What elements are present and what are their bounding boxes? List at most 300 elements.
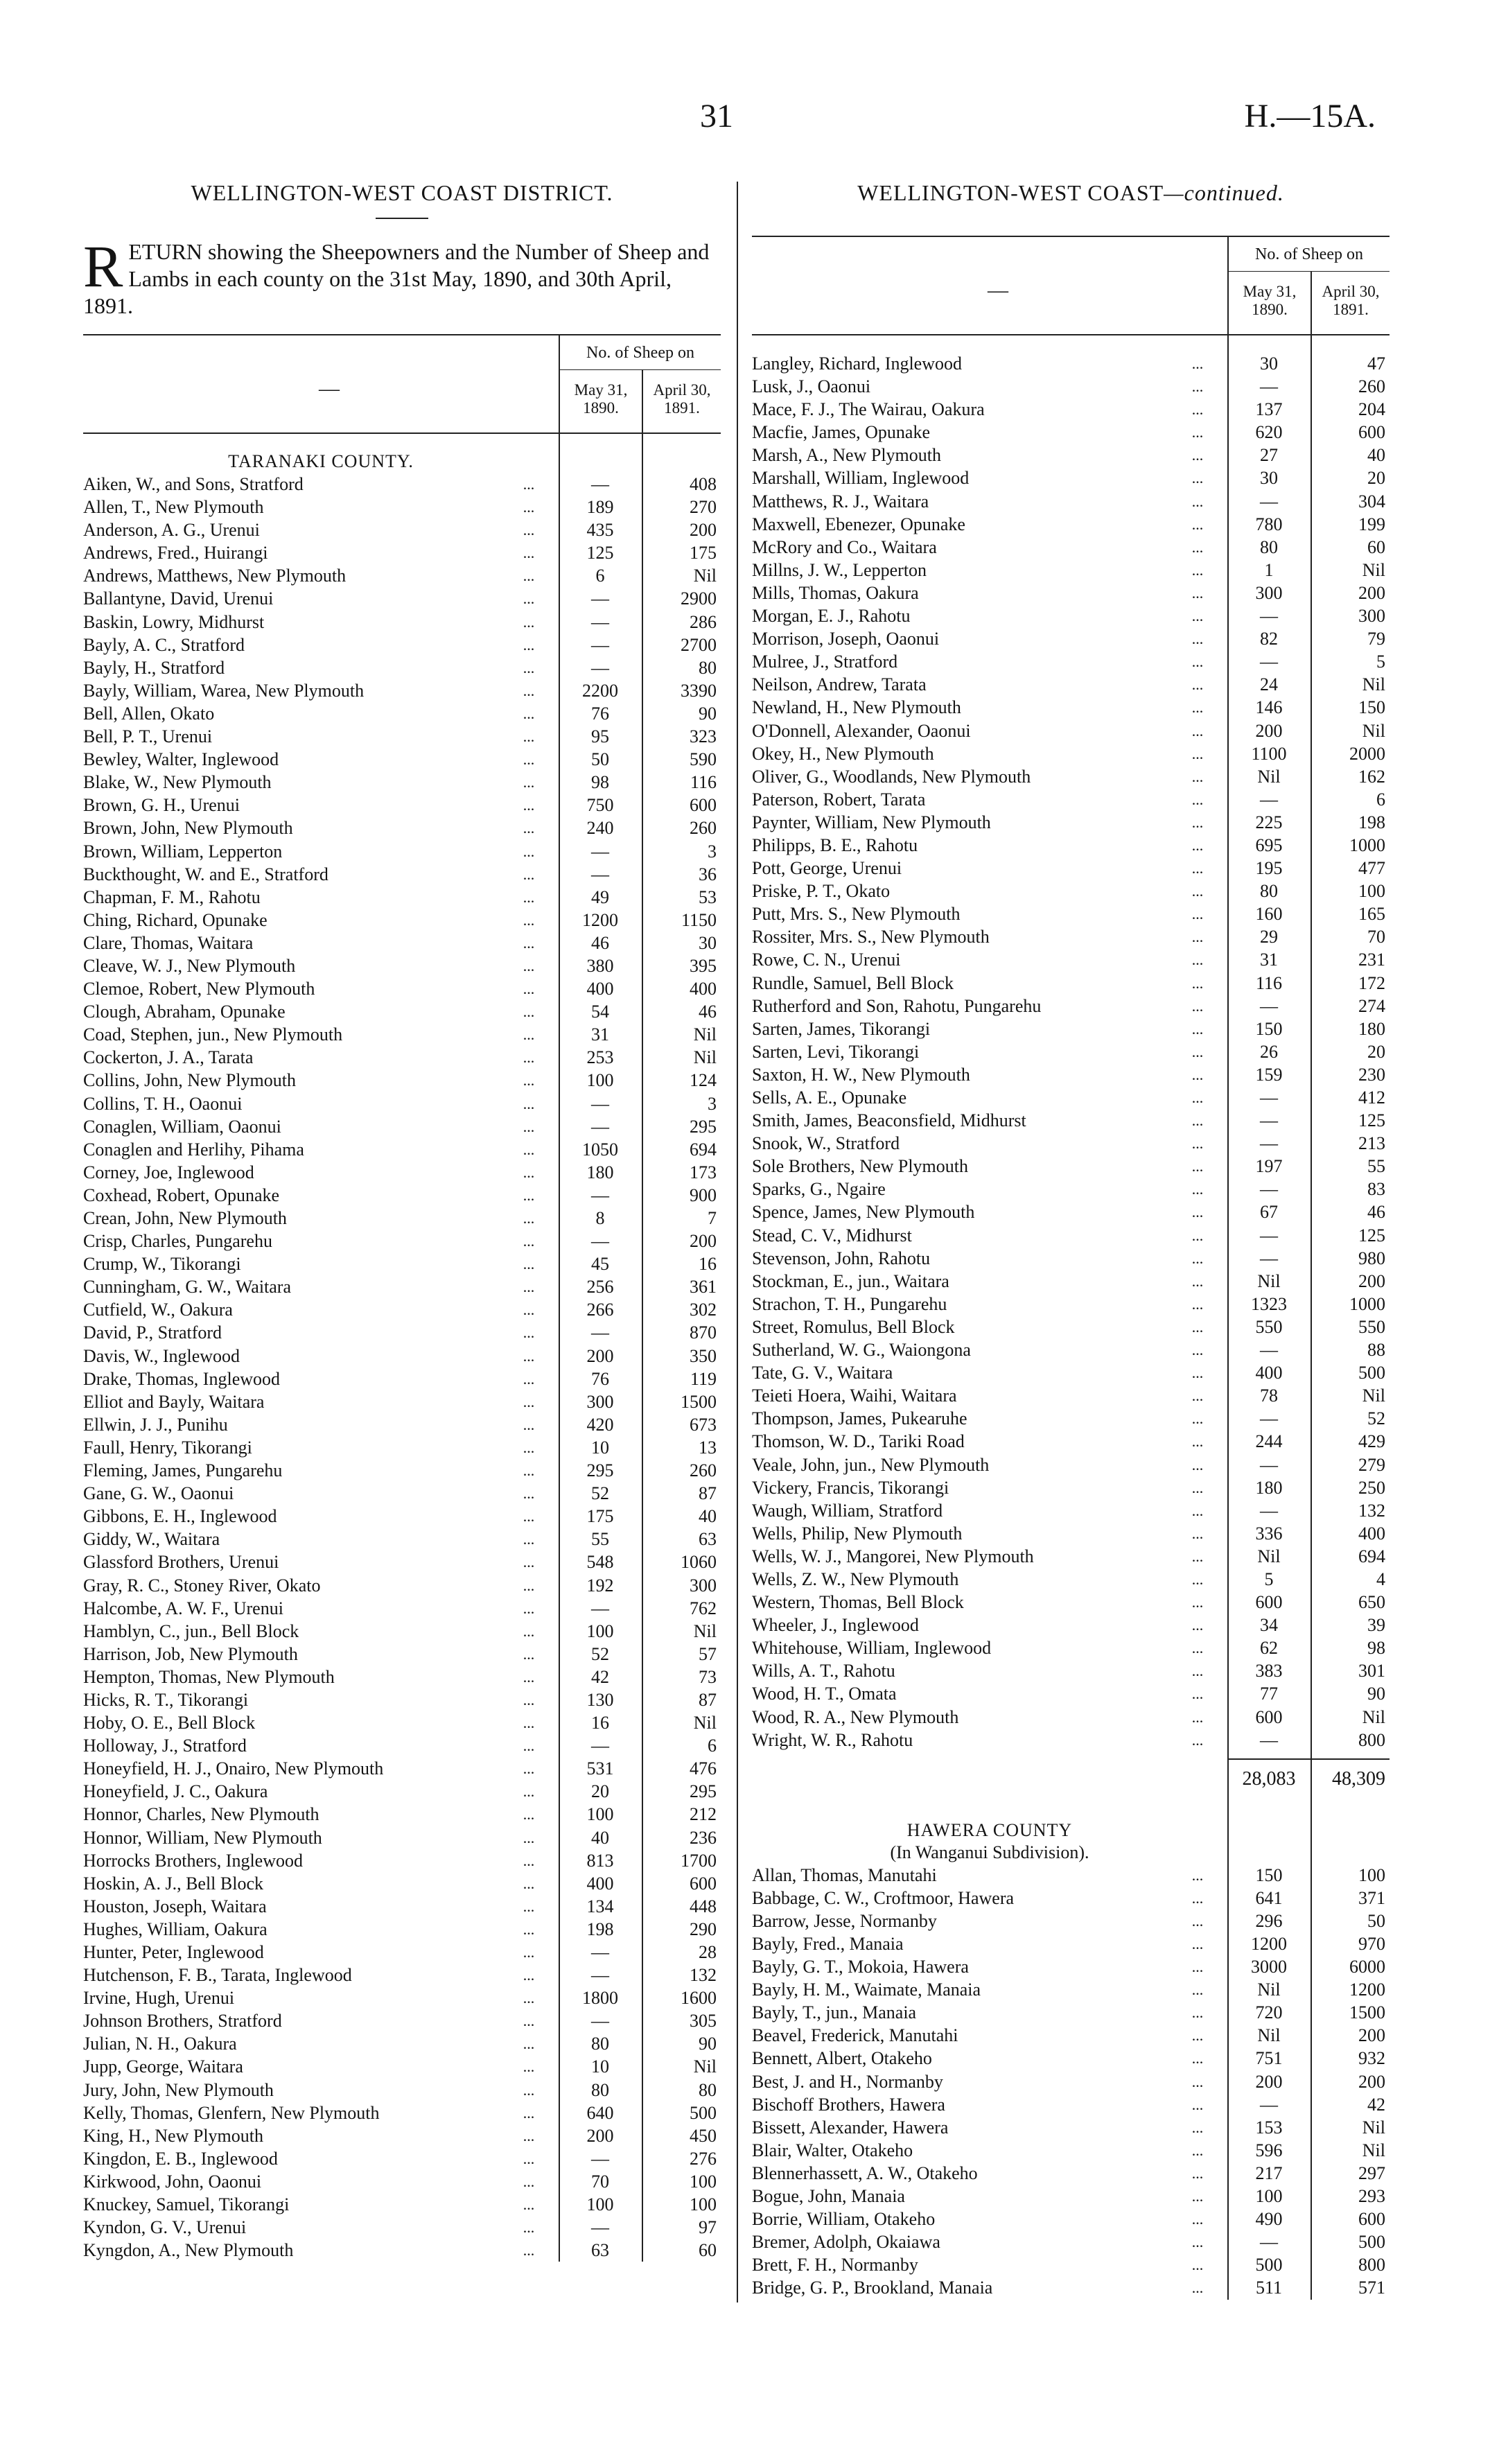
leader-dots: ... [1191,1226,1204,1244]
sheep-1890: 596 [1255,2140,1283,2160]
sheep-1890: — [591,611,609,632]
owner-name: Bissett, Alexander, Hawera [752,2117,949,2138]
leader-dots: ... [1191,1364,1204,1382]
table-row [752,880,1390,902]
leader-dots: ... [1191,1065,1204,1083]
sheep-1891: 1060 [681,1552,717,1573]
sheep-1890: 1200 [1251,1934,1287,1954]
sheep-1891: 279 [1358,1454,1385,1475]
leader-dots: ... [523,704,535,722]
leader-dots: ... [1191,1501,1204,1519]
owner-name: Okey, H., New Plymouth [752,743,934,764]
sheep-1891: 213 [1358,1133,1385,1154]
sheep-1891: Nil [693,1713,717,1733]
sheep-1891: 302 [690,1300,717,1320]
table-header [83,334,721,434]
leader-dots: ... [1191,1135,1204,1153]
sheep-1891: 119 [690,1368,717,1389]
owner-name: Cunningham, G. W., Waitara [83,1277,292,1297]
sheep-1891: 304 [1358,491,1385,512]
table-row [83,1711,721,1734]
leader-dots: ... [1191,744,1204,762]
leader-dots: ... [523,888,535,906]
table-row [752,375,1390,398]
sheep-1890: 197 [1255,1156,1283,1177]
table-row [83,1597,721,1620]
owner-name: Kyndon, G. V., Urenui [83,2217,247,2238]
leader-dots: ... [523,1553,535,1571]
sheep-1891: Nil [1362,720,1385,741]
sheep-1891: 172 [1358,972,1385,993]
header-group: No. of Sheep on [1227,237,1390,272]
owner-name: Western, Thomas, Bell Block [752,1592,964,1613]
sheep-1891: 55 [1367,1156,1385,1177]
owner-name: Babbage, C. W., Croftmoor, Hawera [752,1887,1015,1908]
table-row [83,2239,721,2262]
owner-name: David, P., Stratford [83,1322,222,1343]
leader-dots: ... [523,774,535,792]
total-1890: 28,083 [1227,1758,1311,1796]
table-row [752,2047,1390,2070]
sheep-1891: 361 [690,1277,717,1297]
table-row [752,2116,1390,2139]
leader-dots: ... [1191,2233,1204,2251]
sheep-1890: 150 [1255,1864,1283,1885]
sheep-1891: 1000 [1349,835,1385,855]
table-row [752,902,1390,925]
sheep-1890: — [591,864,609,884]
sheep-1891: 600 [690,1873,717,1894]
table-row [83,656,721,679]
table-row [752,1430,1390,1453]
sheep-1890: 1800 [582,1988,618,2009]
leader-dots: ... [1191,1593,1204,1611]
table-row [83,1941,721,1964]
sheep-1891: 20 [1367,468,1385,489]
sheep-1890: — [591,588,609,609]
leader-dots: ... [1191,974,1204,992]
sheep-1891: 260 [1358,376,1385,397]
leader-dots: ... [523,1140,535,1158]
leader-dots: ... [523,2058,535,2076]
owner-name: Stockman, E., jun., Waitara [752,1270,949,1291]
table-row [83,2102,721,2124]
owner-name: Conaglen and Herlihy, Pihama [83,1139,304,1160]
sheep-1890: — [591,657,609,678]
sheep-1891: 1600 [681,1988,717,2009]
sheep-1891: 297 [1358,2162,1385,2183]
leader-dots: ... [523,1278,535,1296]
owner-name: Wills, A. T., Rahotu [752,1661,895,1681]
owner-name: Millns, J. W., Lepperton [752,559,927,580]
owner-name: Whitehouse, William, Inglewood [752,1638,992,1659]
owner-name: Fleming, James, Pungarehu [83,1460,283,1481]
table-row [752,2185,1390,2208]
owner-name: Cockerton, J. A., Tarata [83,1047,254,1068]
sheep-1891: 5 [1376,652,1385,672]
leader-dots: ... [1191,607,1204,625]
sheep-1890: — [1260,2094,1278,2115]
sheep-1890: 2200 [582,680,618,701]
owner-name: Mulree, J., Stratford [752,652,898,672]
table-row [752,1568,1390,1591]
leader-dots: ... [1191,2027,1204,2045]
header-col-1890: May 31, 1890. [1227,272,1311,334]
table-row [83,2032,721,2055]
sheep-1890: 620 [1255,422,1283,443]
owner-name: Ellwin, J. J., Punihu [83,1414,228,1435]
table-row [752,1864,1390,1887]
owner-name: Philipps, B. E., Rahotu [752,835,918,855]
sheep-1891: 260 [690,1460,717,1481]
leader-dots: ... [1191,1318,1204,1336]
table-row [83,1666,721,1688]
owner-name: Buckthought, W. and E., Stratford [83,864,328,884]
table-row [752,1338,1390,1361]
sheep-1891: 694 [690,1139,717,1160]
table-row [752,1270,1390,1293]
table-row [752,1614,1390,1636]
sheep-1891: 125 [1358,1225,1385,1246]
owner-name: Vickery, Francis, Tikorangi [752,1477,949,1498]
leader-dots: ... [1191,630,1204,648]
table-row [752,2276,1390,2299]
owner-name: Sarten, James, Tikorangi [752,1018,931,1039]
owner-name: Lusk, J., Oaonui [752,376,871,397]
leader-dots: ... [523,1599,535,1617]
leader-dots: ... [523,2081,535,2099]
sheep-1890: Nil [1257,2025,1281,2046]
owner-name: Morrison, Joseph, Oaonui [752,629,940,649]
sheep-1891: 500 [1358,2232,1385,2253]
owner-name: Marshall, William, Inglewood [752,468,970,489]
page-number: 31 [700,98,733,134]
table-row [83,1321,721,1344]
leader-dots: ... [523,1094,535,1112]
leader-dots: ... [523,1668,535,1686]
leader-dots: ... [523,842,535,860]
leader-dots: ... [1191,905,1204,923]
table-row [752,857,1390,880]
sheep-1890: 6 [595,566,605,586]
sheep-1891: 100 [690,2194,717,2215]
sheep-1890: 531 [586,1758,614,1779]
sheep-1890: 49 [591,886,609,907]
sheep-1890: — [1260,1133,1278,1154]
sheep-1891: 305 [690,2011,717,2032]
sheep-1891: 286 [690,611,717,632]
sheep-1890: — [591,474,609,494]
sheep-1891: 6000 [1349,1957,1385,1977]
table-row [752,1109,1390,1132]
sheep-1891: 412 [1358,1087,1385,1108]
sheep-1891: 200 [690,520,717,541]
sheep-1891: 98 [1367,1638,1385,1659]
table-row [83,1550,721,1573]
owner-name: Wood, H. T., Omata [752,1684,897,1704]
table-row [752,2253,1390,2276]
sheep-1890: 70 [591,2171,609,2192]
sheep-1890: 1200 [582,909,618,930]
owner-name: Sparks, G., Ngaire [752,1179,886,1200]
leader-dots: ... [1191,538,1204,556]
sheep-1890: 16 [591,1713,609,1733]
sheep-1891: 550 [1358,1316,1385,1337]
leader-dots: ... [523,1622,535,1640]
sheep-1891: 2000 [1349,743,1385,764]
sheep-1891: 90 [1367,1684,1385,1704]
owner-name: Kingdon, E. B., Inglewood [83,2148,278,2169]
leader-dots: ... [523,1737,535,1755]
table-row [83,587,721,610]
leader-dots: ... [523,2126,535,2144]
leader-dots: ... [523,2149,535,2167]
leader-dots: ... [523,2219,535,2237]
table-row [752,1682,1390,1705]
table-row [752,1316,1390,1338]
owner-name: Honeyfield, J. C., Oakura [83,1781,268,1802]
owner-name: Oliver, G., Woodlands, New Plymouth [752,766,1031,787]
leader-dots: ... [1191,2095,1204,2113]
leader-dots: ... [1191,2050,1204,2068]
sheep-1891: 132 [1358,1500,1385,1521]
sheep-1890: — [1260,1340,1278,1361]
leader-dots: ... [523,613,535,631]
leader-dots: ... [523,1347,535,1365]
sheep-1890: — [1260,1408,1278,1429]
leader-dots: ... [1191,1708,1204,1726]
header-col-1890: May 31, 1890. [559,370,642,432]
owner-name: Bayly, H. M., Waimate, Manaia [752,1980,981,2000]
table-row [83,1368,721,1390]
leader-dots: ... [1191,951,1204,969]
table-row [752,1200,1390,1223]
table-row [83,725,721,748]
sheep-1891: 400 [1358,1523,1385,1544]
table-row [752,742,1390,765]
owner-name: Mills, Thomas, Oakura [752,582,919,603]
owner-name: Bridge, G. P., Brookland, Manaia [752,2278,993,2298]
leader-dots: ... [1191,1180,1204,1198]
leader-dots: ... [523,1186,535,1204]
leader-dots: ... [1191,1731,1204,1749]
sheep-1891: 800 [1358,1729,1385,1750]
table-row [83,2055,721,2078]
leader-dots: ... [1191,1203,1204,1221]
sheep-1891: 173 [690,1162,717,1182]
owner-name: Brett, F. H., Normanby [752,2255,918,2275]
sheep-1891: 2700 [681,634,717,655]
leader-dots: ... [1191,1456,1204,1474]
table-row [752,1932,1390,1955]
owner-name: Honnor, Charles, New Plymouth [83,1804,319,1825]
sheep-1890: 46 [591,932,609,953]
table-row [83,886,721,909]
header-dash: — [319,377,340,400]
table-row [752,1040,1390,1063]
sheep-1890: 10 [591,2056,609,2077]
leader-dots: ... [1191,1042,1204,1060]
sheep-1891: Nil [693,2056,717,2077]
leader-dots: ... [523,1462,535,1480]
table-row [752,948,1390,971]
owner-name: Conaglen, William, Oaonui [83,1116,281,1137]
owner-name: Julian, N. H., Oakura [83,2034,237,2054]
leader-dots: ... [523,1117,535,1135]
owner-name: Waugh, William, Stratford [752,1500,943,1521]
leader-dots: ... [523,544,535,562]
leader-dots: ... [523,1874,535,1892]
table-row [83,1161,721,1184]
owner-name: Gane, G. W., Oaonui [83,1483,234,1504]
leader-dots: ... [1191,813,1204,831]
sheep-1890: 27 [1260,445,1278,466]
table-row [752,2093,1390,2116]
owner-name: Jury, John, New Plymouth [83,2079,274,2100]
table-row [83,518,721,541]
table-row [83,1528,721,1550]
sheep-1890: 116 [1255,972,1283,993]
leader-dots: ... [1191,492,1204,510]
owner-name: Kelly, Thomas, Glenfern, New Plymouth [83,2102,380,2123]
sheep-1890: 641 [1255,1887,1283,1908]
table-row [83,1230,721,1252]
sheep-1891: 46 [699,1002,717,1022]
sheep-1890: — [1260,2232,1278,2253]
leader-dots: ... [1191,584,1204,602]
sheep-1891: 673 [690,1414,717,1435]
table-body [752,335,1390,2300]
sheep-1891: 198 [1358,812,1385,832]
sheep-1890: 244 [1255,1431,1283,1452]
leader-dots: ... [523,819,535,837]
owner-name: Bell, Allen, Okato [83,703,215,724]
sheep-1891: Nil [1362,1386,1385,1406]
owner-name: Sells, A. E., Opunake [752,1087,907,1108]
owner-name: Baskin, Lowry, Midhurst [83,611,265,632]
owner-name: Blair, Walter, Otakeho [752,2140,913,2160]
leader-dots: ... [523,1760,535,1778]
header-dash: — [988,279,1008,302]
leader-dots: ... [523,2172,535,2190]
owner-name: Thomson, W. D., Tariki Road [752,1431,965,1452]
sheep-1891: 124 [690,1070,717,1091]
owner-name: Bewley, Walter, Inglewood [83,749,279,770]
sheep-1890: — [591,1093,609,1114]
leader-dots: ... [1191,2210,1204,2228]
table-row [83,679,721,702]
leader-dots: ... [523,475,535,493]
owner-name: Rundle, Samuel, Bell Block [752,972,954,993]
owner-name: Cutfield, W., Oakura [83,1300,233,1320]
owner-name: Wells, Z. W., New Plymouth [752,1569,959,1589]
table-row [752,995,1390,1017]
sheep-1891: 87 [699,1483,717,1504]
owner-name: Best, J. and H., Normanby [752,2071,943,2092]
leader-dots: ... [523,728,535,746]
table-row [83,1826,721,1849]
table-row [83,1734,721,1757]
owner-name: Drake, Thomas, Inglewood [83,1368,281,1389]
table-row [752,627,1390,650]
sheep-1891: 200 [690,1231,717,1252]
county-heading: TARANAKI COUNTY. [228,451,414,471]
table-row [752,1545,1390,1568]
leader-dots: ... [523,796,535,814]
table-row [83,1803,721,1826]
drop-cap: R [83,233,123,299]
sheep-1891: 42 [1367,2094,1385,2115]
sheep-1891: 83 [1367,1179,1385,1200]
sheep-1891: 47 [1367,353,1385,374]
sheep-1890: 198 [586,1919,614,1939]
sheep-1890: 217 [1255,2162,1283,2183]
sheep-1891: 762 [690,1598,717,1618]
table-row [83,816,721,839]
owner-name: Crisp, Charles, Pungarehu [83,1231,272,1252]
owner-name: Barrow, Jesse, Normanby [752,1910,937,1931]
sheep-1890: 383 [1255,1661,1283,1681]
sheep-1890: 253 [586,1047,614,1068]
sheep-1891: 270 [690,497,717,518]
sheep-1891: 290 [690,1919,717,1939]
sheep-1890: 180 [586,1162,614,1182]
sheep-1890: 336 [1255,1523,1283,1544]
sheep-1890: — [591,2011,609,2032]
sheep-1890: 30 [1260,353,1278,374]
sheep-1890: — [591,1116,609,1137]
sheep-1890: — [1260,995,1278,1016]
table-row [752,2139,1390,2162]
sheep-1890: 300 [586,1391,614,1412]
owner-name: Andrews, Fred., Huirangi [83,543,268,563]
sheep-1891: 600 [690,795,717,816]
owner-name: Brown, G. H., Urenui [83,795,240,816]
sheep-1891: 199 [1358,514,1385,534]
sheep-1891: 175 [690,543,717,563]
sheep-1890: 82 [1260,629,1278,649]
owner-name: Coad, Stephen, jun., New Plymouth [83,1024,343,1045]
owner-name: Spence, James, New Plymouth [752,1202,975,1223]
table-row [752,834,1390,857]
owner-name: Brown, John, New Plymouth [83,818,293,839]
leader-dots: ... [1191,1341,1204,1359]
table-row [83,1000,721,1023]
table-row [752,421,1390,444]
sheep-1890: 189 [586,497,614,518]
sheep-1890: — [591,1736,609,1756]
table-row [83,954,721,977]
owner-name: Blennerhassett, A. W., Otakeho [752,2162,978,2183]
leader-dots: ... [1191,2187,1204,2205]
table-row [83,1459,721,1482]
leader-dots: ... [1191,997,1204,1015]
owner-name: Hamblyn, C., jun., Bell Block [83,1620,299,1641]
table-row [83,2216,721,2239]
owner-name: Bischoff Brothers, Hawera [752,2094,945,2115]
leader-dots: ... [1191,1020,1204,1038]
table-row [83,863,721,886]
sheep-1891: 46 [1367,1202,1385,1223]
owner-name: Street, Romulus, Bell Block [752,1316,955,1337]
owner-name: Rowe, C. N., Urenui [752,950,901,970]
leader-dots: ... [523,956,535,975]
owner-name: Gray, R. C., Stoney River, Okato [83,1575,321,1596]
sheep-1891: 2900 [681,588,717,609]
sheep-1890: 8 [595,1208,605,1228]
sheep-1890: 80 [1260,881,1278,902]
table-header [752,236,1390,335]
